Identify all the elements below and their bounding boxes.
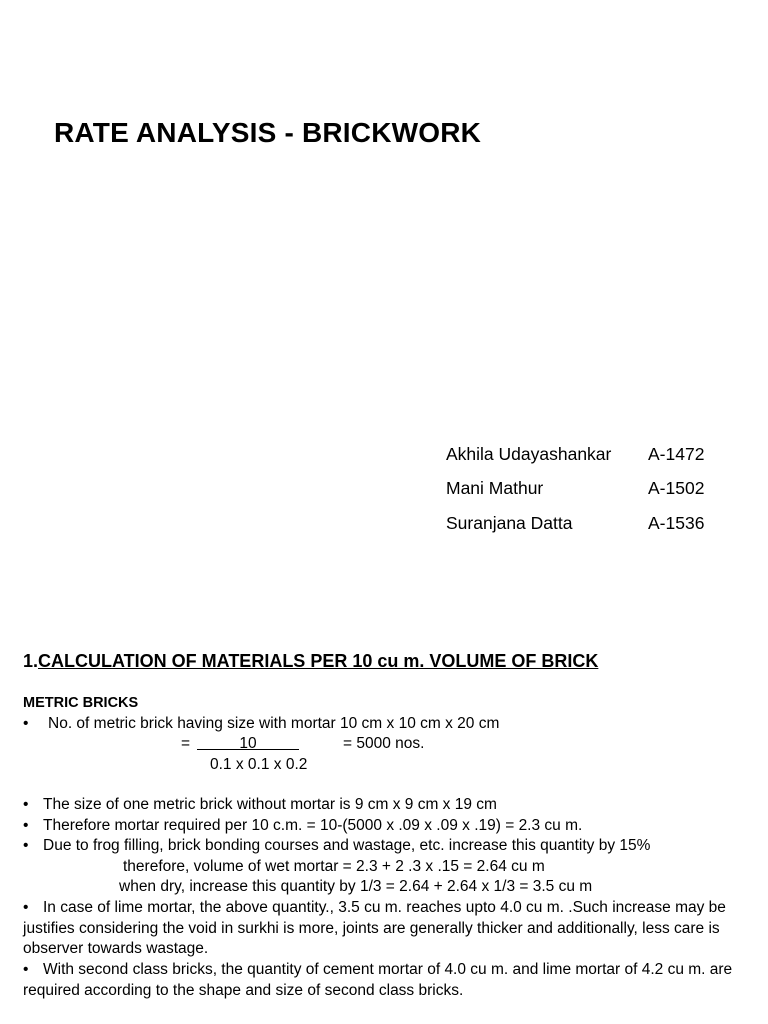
author-row (446, 437, 728, 472)
list-item (23, 795, 497, 815)
author-id: A-1472 (648, 443, 705, 464)
author-id: A-1502 (648, 478, 705, 499)
list-item-continuation: therefore, volume of wet mortar = 2.3 + 2 .3 x .15 = 2.64 cu m (123, 858, 545, 875)
list-item-text: No. of metric brick having size with mortar 10 cm x 10 cm x 20 cm (48, 715, 500, 732)
author-name: Mani Mathur (446, 478, 544, 499)
list-item (23, 898, 765, 960)
fraction-denominator: 0.1 x 0.1 x 0.2 (210, 756, 308, 773)
fraction-numerator: 10 (197, 734, 299, 750)
list-item (23, 836, 650, 856)
list-item-continuation: when dry, increase this quantity by 1/3 = 2.64 + 2.64 x 1/3 = 3.5 cu m (119, 878, 593, 895)
author-list (446, 437, 728, 541)
bullet: • (23, 817, 29, 834)
author-name: Suranjana Datta (446, 512, 573, 533)
list-item (23, 960, 765, 1001)
author-id: A-1536 (648, 512, 705, 533)
author-row (446, 506, 728, 541)
section-heading-text: CALCULATION OF MATERIALS PER 10 cu m. VOLUME OF BRICK (38, 651, 599, 671)
list-item (23, 714, 499, 734)
bullet: • (23, 837, 29, 854)
section-heading (23, 651, 598, 672)
bullet: • (23, 796, 29, 813)
equation-result: = 5000 nos. (343, 735, 425, 752)
equation-equals: = (181, 735, 191, 752)
bullet: • (23, 961, 29, 978)
bullet: • (23, 899, 29, 916)
list-item-text: The size of one metric brick without mortar is 9 cm x 9 cm x 19 cm (43, 796, 497, 813)
list-item-text: Therefore mortar required per 10 c.m. = 10-(5000 x .09 x .09 x .19) = 2.3 cu m. (43, 817, 583, 834)
list-item-text: Due to frog filling, brick bonding courses and wastage, etc. increase this quantity by 15% (43, 837, 651, 854)
page-title: RATE ANALYSIS - BRICKWORK (54, 117, 482, 148)
bullet: • (23, 715, 29, 732)
author-row (446, 472, 728, 507)
list-item-text: With second class bricks, the quantity of cement mortar of 4.0 cu m. and lime mortar of 4.2 cu m. are required according to the shape and size of second class bricks. (23, 961, 733, 999)
author-name: Akhila Udayashankar (446, 443, 612, 464)
list-item (23, 816, 582, 836)
list-item-text: In case of lime mortar, the above quantity., 3.5 cu m. reaches upto 4.0 cu m. .Such increase may be justifies considering the void in surkhi is more, joints are generally thicker and additionally, less care is observer towards wastage. (23, 899, 726, 957)
sub-heading: METRIC BRICKS (23, 695, 139, 711)
section-number: 1. (23, 651, 39, 671)
